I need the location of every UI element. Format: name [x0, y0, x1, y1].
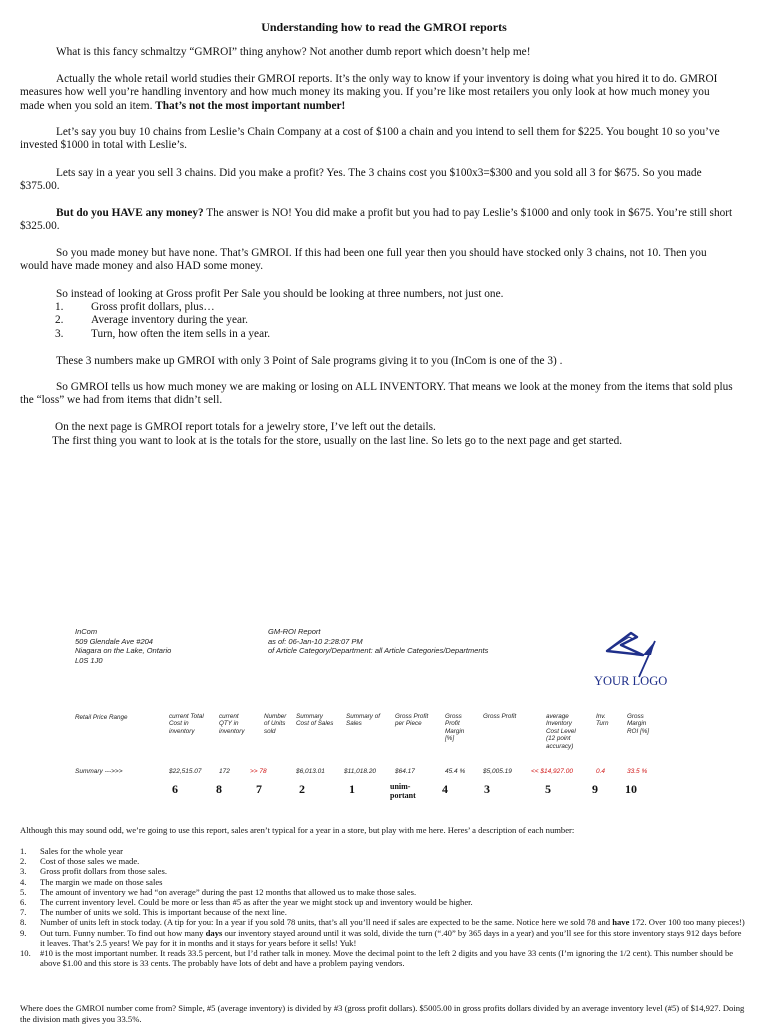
- list-item: 3. Turn, how often the item sells in a year.: [55, 327, 271, 340]
- list-item: 3. Gross profit dollars from those sales.: [20, 866, 167, 877]
- summary-label: Summary --->>>: [75, 768, 123, 775]
- col-header-units-sold: Number of Units sold: [264, 713, 287, 735]
- summary-gp-margin: 45.4 %: [445, 768, 466, 775]
- emphasis-text: That’s not the most important number!: [155, 99, 346, 112]
- list-item: 6. The current inventory level. Could be more or less than #5 as after the year we might stock up and inventory would be higher.: [20, 897, 473, 908]
- marker-3: 3: [484, 782, 490, 796]
- col-header-gp-per-piece: Gross Profit per Piece: [395, 713, 429, 728]
- description-intro: Although this may sound odd, we’re going to use this report, sales aren’t typical for a year in a store, but play with me here. Heres’ a description of each number:: [20, 825, 575, 835]
- marker-10: 10: [625, 782, 637, 796]
- summary-gross-profit: $5,005.19: [483, 768, 512, 775]
- summary-sales: $11,018.20: [344, 768, 377, 775]
- logo-text: YOUR LOGO: [594, 674, 668, 688]
- col-header-qty: current QTY in inventory: [219, 713, 245, 735]
- marker-unimportant: unim- portant: [390, 782, 416, 800]
- marker-7: 7: [256, 782, 262, 796]
- summary-qty: 172: [219, 768, 230, 775]
- summary-total-cost: $22,515.07: [169, 768, 202, 775]
- paragraph-profit-example: Lets say in a year you sell 3 chains. Did you make a profit? Yes. The 3 chains cost you $100x3=$300 and you sold all 3 for $675. So you made $375.00.: [20, 167, 702, 193]
- col-header-inv-turn: Inv. Turn: [596, 713, 609, 728]
- closing-paragraph: Where does the GMROI number come from? Simple, #5 (average inventory) is divided by #3 (gross profit dollars). $5005.00 in gross profits dollars divided by an average inventory level (#5) of $14,927. Doing the division math gives you 33.5%.: [20, 1003, 745, 1024]
- summary-cost-of-sales: $6,013.01: [296, 768, 325, 775]
- report-header: GM-ROI Report as of: 06-Jan-10 2:28:07 PM of Article Category/Department: all Article Categories/Departments: [268, 627, 489, 656]
- paragraph-get-started: The first thing you want to look at is the totals for the store, usually on the last line. So lets go to the next page and get started.: [52, 435, 623, 447]
- list-item: 9. Out turn. Funny number. To find out how many days our inventory stayed around until it was sold, divide the turn (“.40” by 365 days in a year) and you’ll see for this store inventory stays 912 days before it leaves. That’s 2.5 years! We pay for it in months and it stays for years before it sells! Yuk!: [20, 927, 742, 948]
- list-item: 1. Gross profit dollars, plus…: [55, 301, 215, 313]
- paragraph-pos-programs: These 3 numbers make up GMROI with only 3 Point of Sale programs giving it to you (InCom is one of the 3) .: [56, 355, 563, 367]
- list-item: 4. The margin we made on those sales: [20, 876, 163, 887]
- summary-units-sold: >> 78: [250, 768, 267, 775]
- list-item: 10. #10 is the most important number. It reads 33.5 percent, but I’d rather talk in money. Move the decimal point to the left 2 digits and you have 33 cents (I’m ignoring the 1/2 cent). This number should be above $1.00 and this store is 33 cents. The probably have lots of debt and have a problem paying vendors.: [20, 948, 734, 969]
- emphasis-text: But do you HAVE any money?: [56, 207, 204, 219]
- summary-inv-turn: 0.4: [596, 768, 606, 775]
- list-item: 2. Cost of those sales we made.: [20, 856, 140, 867]
- col-header-sales: Summary of Sales: [346, 713, 380, 728]
- marker-6: 6: [172, 782, 178, 796]
- description-list: [20, 846, 748, 968]
- page-title: Understanding how to read the GMROI reports: [261, 20, 507, 34]
- paragraph-text: Actually the whole retail world studies their GMROI reports. It’s the only way to know if your inventory is doing what you hired it to do. GMROI measures how well you’re handling inventory and how much money its making you. If you’re like most retailers you only look at how much money you made when you sold an item.: [20, 73, 718, 112]
- paragraph-have-money: [20, 207, 736, 234]
- summary-gmroi: 33.5 %: [627, 768, 648, 775]
- paragraph-text: The answer is NO! You did make a profit but you had to pay Leslie’s $1000 and only took in $675. You’re still short $325.00.: [20, 207, 733, 233]
- list-item: 7. The number of units we sold. This is important because of the next line.: [20, 907, 287, 918]
- paragraph-gmroi-explained: [20, 73, 736, 113]
- three-numbers-list: [55, 301, 270, 341]
- col-header-gross-profit: Gross Profit: [483, 713, 517, 720]
- marker-1: 1: [349, 782, 355, 796]
- paragraph-all-inventory: So GMROI tells us how much money we are making or losing on ALL INVENTORY. That means we look at the money from the items that sold plus the “loss” we had from items that didn’t sell.: [20, 381, 733, 407]
- list-item: 5. The amount of inventory we had “on average” during the past 12 months that allowed us to make those sales.: [20, 886, 417, 897]
- col-header-gp-margin: Gross Profit Margin [%]: [445, 713, 465, 743]
- intro-paragraph: What is this fancy schmaltzy “GMROI” thing anyhow? Not another dumb report which doesn’t help me!: [56, 46, 531, 58]
- summary-gp-per-piece: $64.17: [395, 768, 415, 775]
- col-header-gmroi: Gross Margin ROI [%]: [627, 713, 650, 735]
- marker-2: 2: [299, 782, 305, 796]
- col-header-avg-inventory: average Inventory Cost Level (12 point accuracy): [546, 713, 576, 750]
- marker-9: 9: [592, 782, 598, 796]
- marker-5: 5: [545, 782, 551, 796]
- col-header-retail-price-range: Retail Price Range: [75, 714, 128, 721]
- marker-8: 8: [216, 782, 222, 796]
- paragraph-next-page: On the next page is GMROI report totals for a jewelry store, I’ve left out the details.: [55, 421, 436, 433]
- list-item: 2. Average inventory during the year.: [55, 314, 248, 327]
- list-item: 8. Number of units left in stock today. (A tip for you: In a year if you sold 78 units, that’s all you’ll need if sales are expected to be the same. Notice here we sold 78 and have 172. Over 100 too many pieces!): [20, 917, 745, 928]
- marker-4: 4: [442, 782, 448, 796]
- paragraph-three-numbers: So instead of looking at Gross profit Per Sale you should be looking at three numbers, not just one.: [56, 288, 504, 300]
- report-company-address: InCom 509 Glendale Ave #204 Niagara on the Lake, Ontario L0S 1J0: [75, 627, 172, 665]
- summary-avg-inventory: [531, 768, 573, 775]
- col-header-cost-of-sales: Summary Cost of Sales: [296, 713, 334, 728]
- paragraph-chain-example: Let’s say you buy 10 chains from Leslie’s Chain Company at a cost of $100 a chain and you intend to sell them for $225. You bought 10 so you’ve invested $1000 in total with Leslie’s.: [20, 126, 720, 152]
- paragraph-thats-gmroi: So you made money but have none. That’s GMROI. If this had been one full year then you should have stocked only 3 chains, not 10. Then you would have made money and also HAD some money.: [20, 247, 707, 273]
- list-item: 1. Sales for the whole year: [20, 846, 124, 856]
- arrow-marker: << $14,927.00: [531, 768, 573, 775]
- col-header-total-cost: current Total Cost in inventory: [169, 713, 204, 735]
